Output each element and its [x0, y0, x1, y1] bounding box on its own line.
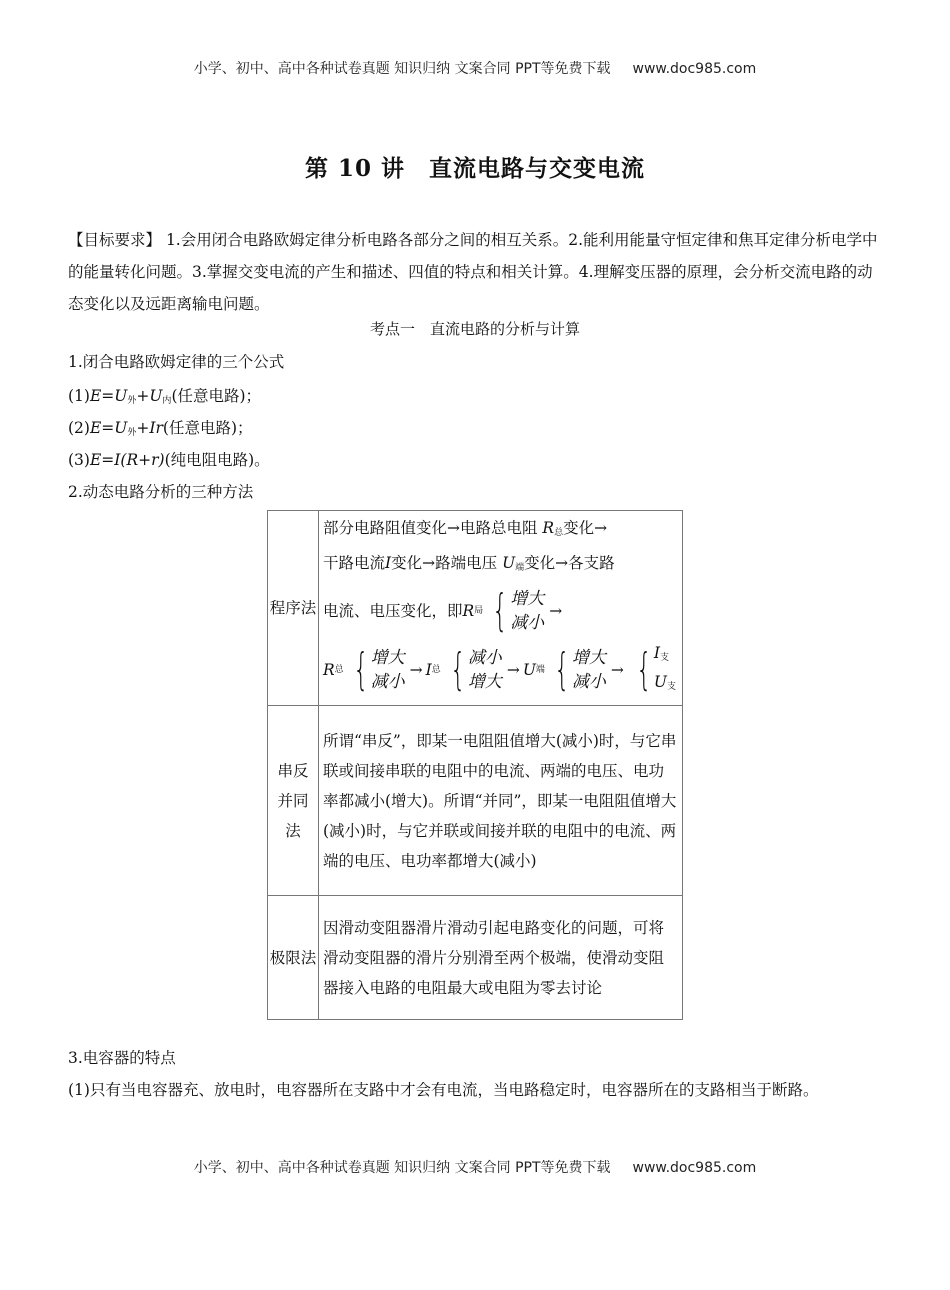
- formula-2: $(2)E=U_外+Ir$(任意电路)；: [68, 419, 253, 438]
- method-desc: 所谓“串反”，即某一电阻阻值增大(减小)时，与它串联或间接串联的电阻中的电流、两端的电压、电功率都减小(增大)。所谓“并同”，即某一电阻阻值增大(减小)时，与它并联或间接并联的电阻中的电流、两端的电压、电功率都增大(减小): [318, 706, 682, 896]
- methods-table: [267, 510, 683, 1020]
- method-name: 程序法: [268, 511, 319, 706]
- method-desc: 因滑动变阻器滑片滑动引起电路变化的问题，可将滑动变阻器的滑片分别滑至两个极端，使滑动变阻器接入电路的电阻最大或电阻为零去讨论: [318, 896, 682, 1020]
- method-desc: 部分电路阻值变化→电路总电阻 $R_总$变化→ 干路电流I变化→路端电压 $U_端$变化→各支路 电流、电压变化，即 R 局 { 增大 减小 → R 总 { 增大 减小 → I 总 { 减小 增大 → U 端 { 增大 减小 → { $I_支$ $U_支$: [318, 511, 682, 706]
- method-name: 极限法: [268, 896, 319, 1020]
- header-site: www.doc985.com: [632, 61, 757, 77]
- document-title: 第 10 讲 直流电路与交变电流: [304, 155, 646, 182]
- footer-site: www.doc985.com: [632, 1160, 757, 1176]
- page-header: [0, 58, 950, 78]
- objectives-label: 【目标要求】: [68, 231, 162, 249]
- formula-1: $(1)E=U_外+U_内$(任意电路)；: [68, 387, 262, 406]
- brace-increase-decrease: { 增大 减小: [492, 585, 545, 636]
- objectives-text: 1.会用闭合电路欧姆定律分析电路各部分之间的相互关系。2.能利用能量守恒定律和焦耳定律分析电学中的能量转化问题。3.掌握交变电流的产生和描述、四值的特点和相关计算。4.理解变压器的原理，会分析交流电路的动态变化以及远距离输电问题。: [68, 231, 878, 313]
- table-row: [268, 896, 683, 1020]
- table-row: [268, 511, 683, 706]
- method-name: 串反并同法: [268, 706, 319, 896]
- objectives-paragraph: [68, 224, 888, 320]
- footer-text: 小学、初中、高中各种试卷真题 知识归纳 文案合同 PPT等免费下载: [193, 1160, 611, 1176]
- capacitor-paragraph: (1)只有当电容器充、放电时，电容器所在支路中才会有电流，当电路稳定时，电容器所在的支路相当于断路。: [68, 1081, 819, 1099]
- formula-3: (3)E=I(R+r)(纯电阻电路)。: [68, 451, 270, 469]
- page-footer: [0, 1157, 950, 1177]
- table-row: [268, 706, 683, 896]
- header-text: 小学、初中、高中各种试卷真题 知识归纳 文案合同 PPT等免费下载: [193, 61, 611, 77]
- item1-heading: 1.闭合电路欧姆定律的三个公式: [68, 353, 285, 371]
- section-heading: 考点一 直流电路的分析与计算: [369, 320, 580, 338]
- item3-heading: 3.电容器的特点: [68, 1049, 176, 1067]
- item2-heading: 2.动态电路分析的三种方法: [68, 483, 254, 501]
